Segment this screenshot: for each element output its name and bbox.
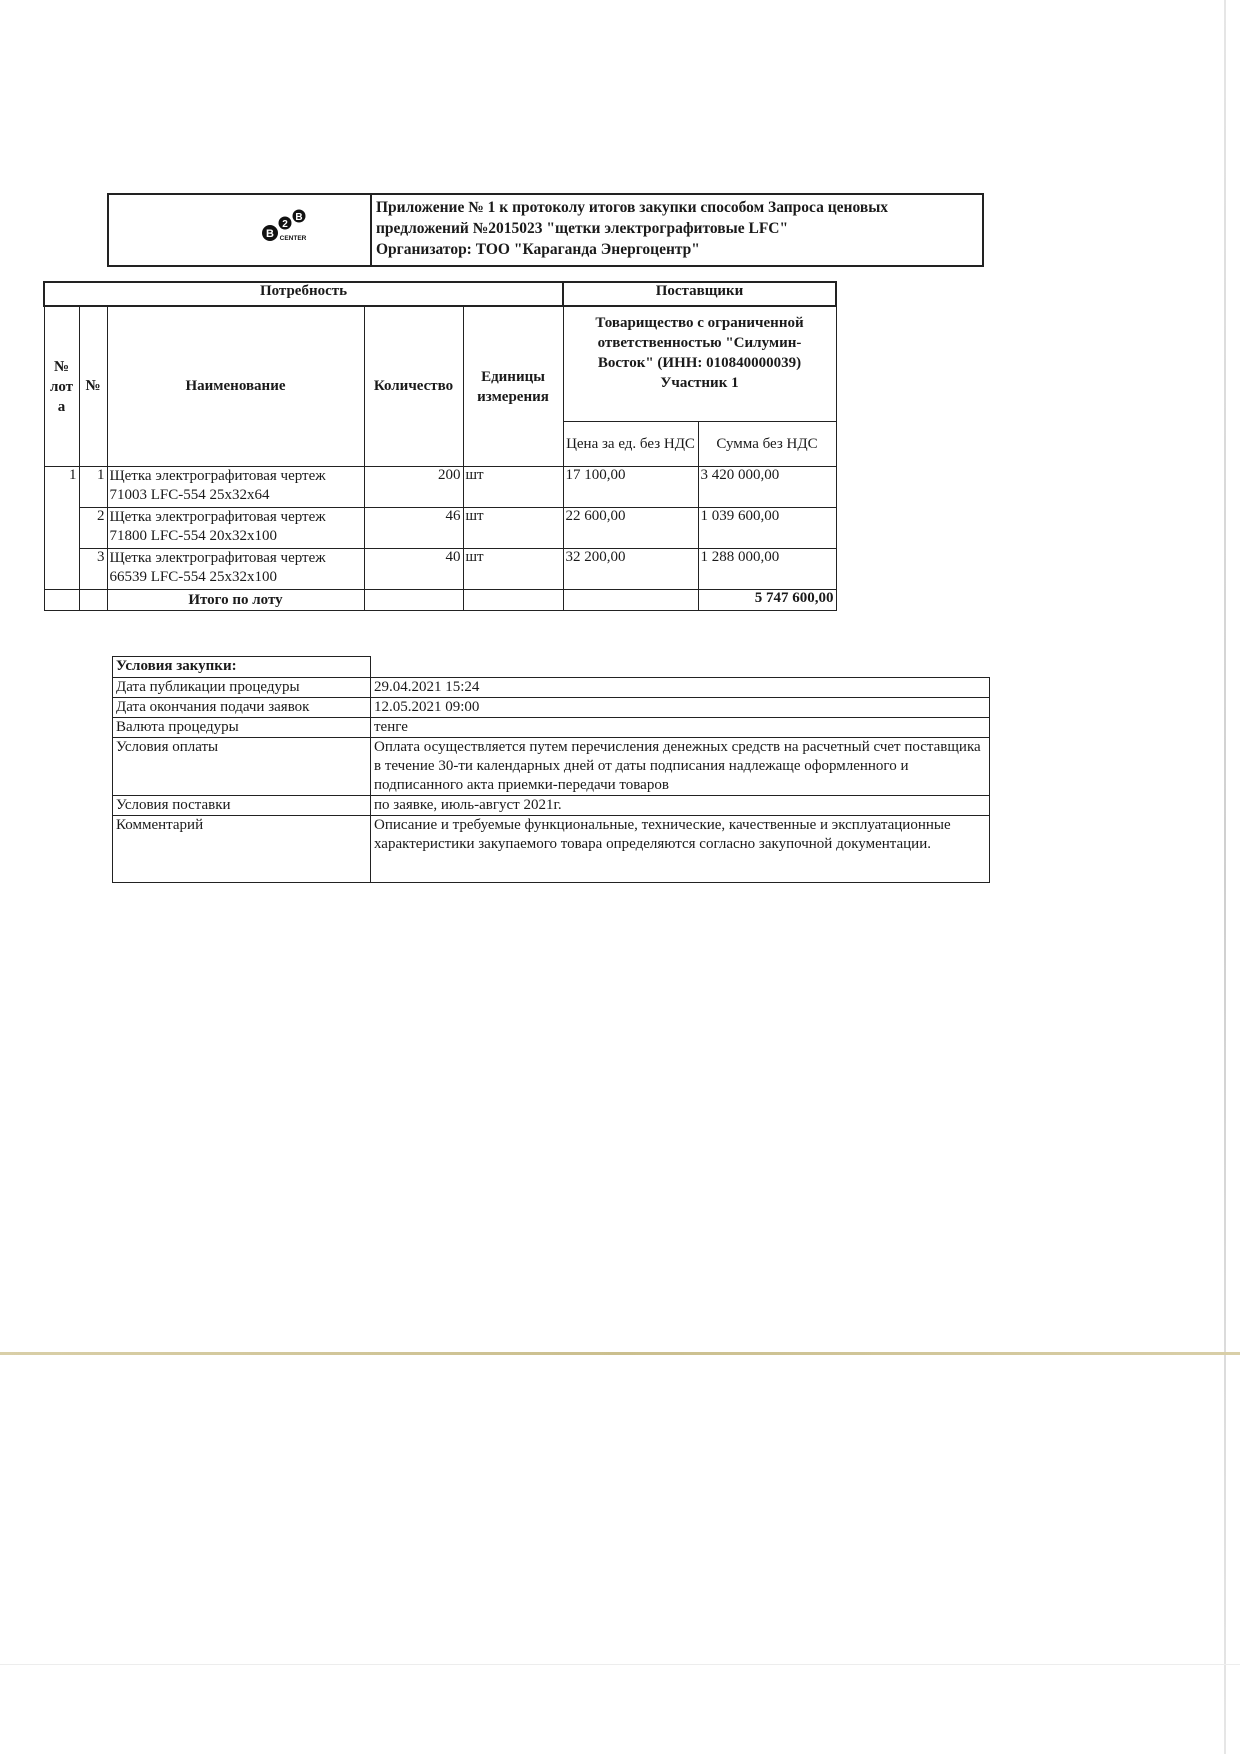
condition-label: Дата окончания подачи заявок xyxy=(113,698,371,718)
section-suppliers: Поставщики xyxy=(563,282,836,306)
list-item xyxy=(113,816,990,883)
row-unit: шт xyxy=(463,549,563,590)
condition-label: Дата публикации процедуры xyxy=(113,678,371,698)
row-name: Щетка электрографитовая чертеж 71800 LFC-554 20x32x100 xyxy=(107,508,364,549)
list-item xyxy=(113,698,990,718)
col-sum: Сумма без НДС xyxy=(698,422,836,467)
supplier-name: Товарищество с ограниченной ответственностью "Силумин-Восток" (ИНН: 010840000039) Участник 1 xyxy=(563,306,836,422)
row-name: Щетка электрографитовая чертеж 66539 LFC-554 25x32x100 xyxy=(107,549,364,590)
row-num: 1 xyxy=(79,467,107,508)
col-unit: Единицы измерения xyxy=(463,306,563,467)
list-item xyxy=(113,678,990,698)
list-item xyxy=(113,738,990,796)
logo-letter-3: B xyxy=(295,212,303,223)
condition-label: Валюта процедуры xyxy=(113,718,371,738)
row-unit: шт xyxy=(463,508,563,549)
total-empty-unit xyxy=(463,590,563,611)
row-unit: шт xyxy=(463,467,563,508)
b2b-center-logo-icon xyxy=(259,209,319,251)
scan-artifact-line-lower xyxy=(0,1664,1240,1665)
row-price: 22 600,00 xyxy=(563,508,698,549)
column-header-row xyxy=(44,306,836,422)
total-empty-price xyxy=(563,590,698,611)
row-qty: 40 xyxy=(364,549,463,590)
list-item xyxy=(113,796,990,816)
logo-letter-2: 2 xyxy=(282,219,288,230)
condition-value: тенге xyxy=(371,718,990,738)
procurement-table xyxy=(43,281,837,611)
conditions-title: Условия закупки: xyxy=(113,657,371,678)
conditions-title-row xyxy=(113,657,990,678)
table-row xyxy=(44,467,836,508)
condition-label: Условия поставки xyxy=(113,796,371,816)
condition-label: Условия оплаты xyxy=(113,738,371,796)
lot-number: 1 xyxy=(44,467,79,590)
section-need: Потребность xyxy=(44,282,563,306)
header-line-3: Организатор: ТОО "Караганда Энергоцентр" xyxy=(376,241,700,258)
header-line-1: Приложение № 1 к протоколу итогов закупки способом Запроса ценовых xyxy=(376,199,889,216)
row-num: 3 xyxy=(79,549,107,590)
col-name: Наименование xyxy=(107,306,364,467)
section-header-row xyxy=(44,282,836,306)
row-price: 17 100,00 xyxy=(563,467,698,508)
header-text xyxy=(372,195,982,265)
total-empty-qty xyxy=(364,590,463,611)
condition-value: Описание и требуемые функциональные, технические, качественные и эксплуатационные характеристики закупаемого товара определяются согласно закупочной документации. xyxy=(371,816,990,883)
total-value: 5 747 600,00 xyxy=(698,590,836,611)
condition-value: 12.05.2021 09:00 xyxy=(371,698,990,718)
row-sum: 1 288 000,00 xyxy=(698,549,836,590)
row-sum: 1 039 600,00 xyxy=(698,508,836,549)
total-label: Итого по лоту xyxy=(107,590,364,611)
row-price: 32 200,00 xyxy=(563,549,698,590)
scan-artifact-line xyxy=(0,1352,1240,1355)
row-num: 2 xyxy=(79,508,107,549)
col-lot: № лот а xyxy=(44,306,79,467)
logo-caption: CENTER xyxy=(279,235,307,242)
row-qty: 46 xyxy=(364,508,463,549)
logo-letter-1: B xyxy=(266,228,274,240)
document-header xyxy=(107,193,984,267)
table-row xyxy=(44,549,836,590)
logo-cell xyxy=(109,195,372,265)
col-price: Цена за ед. без НДС xyxy=(563,422,698,467)
scan-edge xyxy=(1224,0,1226,1754)
total-empty-lot xyxy=(44,590,79,611)
conditions-title-empty xyxy=(371,657,990,678)
condition-label: Комментарий xyxy=(113,816,371,883)
list-item xyxy=(113,718,990,738)
total-row xyxy=(44,590,836,611)
col-qty: Количество xyxy=(364,306,463,467)
header-line-2: предложений №2015023 "щетки электрографитовые LFC" xyxy=(376,220,789,237)
row-sum: 3 420 000,00 xyxy=(698,467,836,508)
total-empty-num xyxy=(79,590,107,611)
conditions-table xyxy=(112,656,990,883)
col-num: № xyxy=(79,306,107,467)
condition-value: Оплата осуществляется путем перечисления денежных средств на расчетный счет поставщика в течение 30-ти календарных дней от даты подписания надлежаще оформленного и подписанного акта приемки-передачи товаров xyxy=(371,738,990,796)
row-name: Щетка электрографитовая чертеж 71003 LFC-554 25x32x64 xyxy=(107,467,364,508)
table-row xyxy=(44,508,836,549)
condition-value: по заявке, июль-август 2021г. xyxy=(371,796,990,816)
condition-value: 29.04.2021 15:24 xyxy=(371,678,990,698)
row-qty: 200 xyxy=(364,467,463,508)
